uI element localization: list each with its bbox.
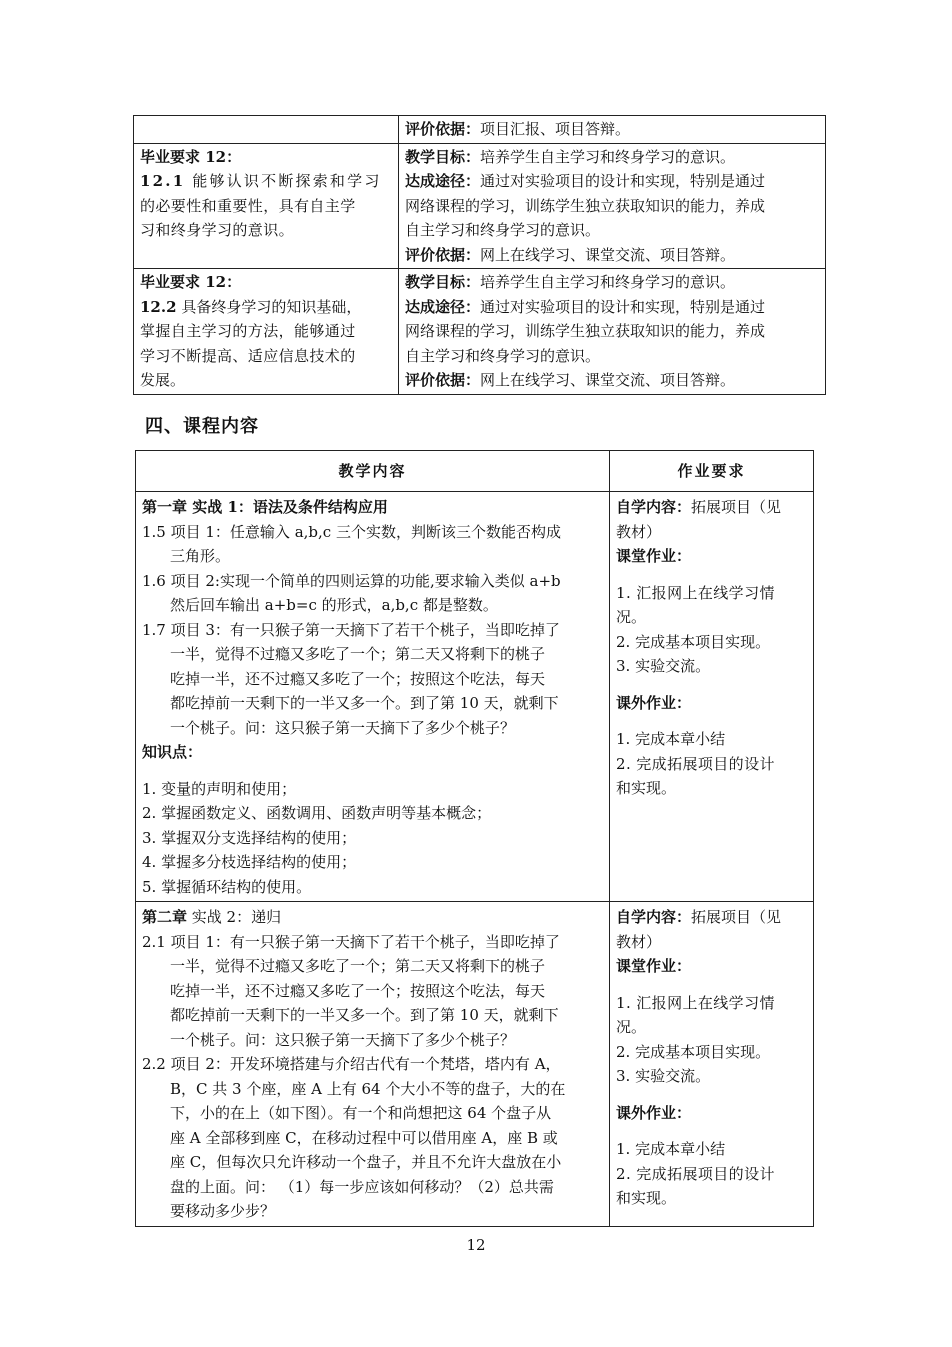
table-cell (134, 116, 399, 144)
eval-label: 评价依据： (405, 245, 481, 264)
goal-label: 教学目标： (405, 147, 481, 166)
chapter-title: 第二章 (142, 908, 188, 926)
class-hw-label: 课堂作业： (616, 957, 692, 975)
requirement-cell (134, 143, 399, 269)
self-study-text: 教材） (616, 932, 662, 951)
goal-label: 教学目标： (405, 273, 481, 291)
table-row (134, 143, 826, 269)
path-text: 网络课程的学习，训练学生独立获取知识的能力，养成 (405, 322, 766, 340)
class-hw-item: 2. 完成基本项目实现。 (616, 1042, 771, 1061)
path-text: 网络课程的学习，训练学生独立获取知识的能力，养成 (405, 196, 766, 215)
table-row (134, 116, 826, 144)
table-row (136, 902, 814, 1227)
column-header: 教学内容 (136, 451, 610, 492)
path-label: 达成途径： (405, 172, 481, 190)
goal-cell (399, 143, 826, 269)
project-item: 1.7 项目 3：有一只猴子第一天摘下了若干个桃子，当即吃掉了 (142, 620, 560, 639)
requirement-text: 具备终身学习的知识基础， (181, 297, 362, 316)
homework-cell (610, 902, 814, 1227)
self-study-text: 拓展项目（见 (691, 908, 782, 926)
requirement-text: 习和终身学习的意识。 (140, 221, 295, 239)
project-item-cont: 要移动多少步？ (170, 1202, 276, 1220)
out-hw-item: 1. 完成本章小结 (616, 730, 726, 748)
project-item-cont: 一个桃子。问：这只猴子第一天摘下了多少个桃子？ (170, 1030, 516, 1049)
requirement-cell (134, 269, 399, 395)
out-hw-item: 和实现。 (616, 779, 677, 797)
eval-text: 网上在线学习、课堂交流、项目答辩。 (480, 371, 736, 389)
project-item-cont: B，C 共 3 个座，座 A 上有 64 个大小不等的盘子，大的在 (170, 1079, 566, 1098)
self-study-text: 教材） (616, 522, 662, 541)
project-item-cont: 下，小的在上（如下图）。有一个和尚想把这 64 个盘子从 (170, 1104, 552, 1122)
eval-label: 评价依据： (405, 120, 481, 138)
page-number: 12 (466, 1236, 486, 1254)
section-title: 四、课程内容 (145, 416, 259, 437)
project-item-cont: 吃掉一半，还不过瘾又多吃了一个；按照这个吃法，每天 (170, 981, 546, 1000)
table-row (134, 269, 826, 395)
knowledge-item: 5. 掌握循环结构的使用。 (142, 877, 312, 896)
knowledge-item: 4. 掌握多分枝选择结构的使用； (142, 853, 357, 871)
path-label: 达成途径： (405, 297, 481, 316)
goal-text: 培养学生自主学习和终身学习的意识。 (480, 273, 736, 291)
out-hw-label: 课外作业： (616, 693, 692, 712)
project-item-cont: 三角形。 (170, 547, 231, 565)
table-header-row (136, 451, 814, 492)
out-hw-item: 和实现。 (616, 1189, 677, 1207)
class-hw-item: 况。 (616, 1018, 647, 1036)
knowledge-title: 知识点： (142, 743, 203, 761)
course-content-table (135, 450, 814, 1227)
out-hw-item: 2. 完成拓展项目的设计 (616, 754, 775, 773)
out-hw-label: 课外作业： (616, 1103, 692, 1122)
project-item-cont: 一半，觉得不过瘾又多吃了一个；第二天又将剩下的桃子 (170, 645, 546, 663)
knowledge-item: 2. 掌握函数定义、函数调用、函数声明等基本概念； (142, 804, 492, 822)
class-hw-item: 况。 (616, 608, 647, 626)
project-item: 2.1 项目 1：有一只猴子第一天摘下了若干个桃子，当即吃掉了 (142, 932, 560, 951)
chapter-content-cell (136, 492, 610, 902)
out-hw-item: 2. 完成拓展项目的设计 (616, 1164, 775, 1183)
project-item-cont: 都吃掉前一天剩下的一半又多一个。到了第 10 天，就剩下 (170, 1006, 559, 1024)
path-text: 自主学习和终身学习的意识。 (405, 346, 601, 365)
class-hw-item: 3. 实验交流。 (616, 657, 711, 675)
self-study-text: 拓展项目（见 (691, 498, 782, 516)
project-item-cont: 一个桃子。问：这只猴子第一天摘下了多少个桃子？ (170, 718, 516, 737)
project-item: 2.2 项目 2：开发环境搭建与介绍古代有一个梵塔，塔内有 A， (142, 1055, 561, 1073)
goal-text: 培养学生自主学习和终身学习的意识。 (480, 147, 736, 166)
project-item-cont: 一半，觉得不过瘾又多吃了一个；第二天又将剩下的桃子 (170, 957, 546, 975)
chapter-title: 第一章 实战 1：语法及条件结构应用 (142, 498, 388, 516)
requirement-text: 学习不断提高、适应信息技术的 (140, 346, 356, 365)
requirements-table (133, 115, 826, 395)
column-header: 作业要求 (610, 451, 814, 492)
class-hw-item: 3. 实验交流。 (616, 1067, 711, 1085)
knowledge-item: 1. 变量的声明和使用； (142, 779, 297, 798)
path-text: 通过对实验项目的设计和实现，特别是通过 (480, 172, 766, 190)
path-text: 自主学习和终身学习的意识。 (405, 221, 601, 239)
knowledge-item: 3. 掌握双分支选择结构的使用； (142, 828, 357, 847)
requirement-title: 毕业要求 12： (140, 273, 242, 291)
class-hw-label: 课堂作业： (616, 547, 692, 565)
requirement-text: 发展。 (140, 371, 186, 389)
table-row (136, 492, 814, 902)
chapter-subtitle: 实战 2：递归 (187, 908, 282, 926)
chapter-content-cell (136, 902, 610, 1227)
goal-cell (399, 269, 826, 395)
requirement-number: 12.2 (140, 297, 177, 316)
eval-label: 评价依据： (405, 371, 481, 389)
requirement-text: 的必要性和重要性，具有自主学 (140, 196, 356, 215)
project-item: 1.5 项目 1：任意输入 a,b,c 三个实数，判断该三个数能否构成 (142, 522, 561, 541)
self-study-label: 自学内容： (616, 498, 692, 516)
eval-text: 网上在线学习、课堂交流、项目答辩。 (480, 245, 736, 264)
class-hw-item: 1. 汇报网上在线学习情 (616, 583, 775, 602)
requirement-text: 掌握自主学习的方法，能够通过 (140, 322, 356, 340)
project-item-cont: 都吃掉前一天剩下的一半又多一个。到了第 10 天，就剩下 (170, 694, 559, 712)
class-hw-item: 1. 汇报网上在线学习情 (616, 993, 775, 1012)
requirement-title: 毕业要求 12： (140, 147, 242, 166)
path-text: 通过对实验项目的设计和实现，特别是通过 (480, 297, 766, 316)
project-item-cont: 盘的上面。问： （1）每一步应该如何移动？（2）总共需 (170, 1177, 554, 1196)
self-study-label: 自学内容： (616, 908, 692, 926)
project-item-cont: 座 C，但每次只允许移动一个盘子，并且不允许大盘放在小 (170, 1153, 562, 1171)
table-cell (399, 116, 826, 144)
requirement-text: 能够认识不断探索和学习 (192, 172, 382, 190)
homework-cell (610, 492, 814, 902)
project-item-cont: 吃掉一半，还不过瘾又多吃了一个；按照这个吃法，每天 (170, 669, 546, 688)
project-item: 1.6 项目 2:实现一个简单的四则运算的功能,要求输入类似 a+b (142, 571, 561, 590)
out-hw-item: 1. 完成本章小结 (616, 1140, 726, 1158)
class-hw-item: 2. 完成基本项目实现。 (616, 632, 771, 651)
requirement-number: 12.1 (140, 172, 186, 190)
eval-text: 项目汇报、项目答辩。 (480, 120, 631, 138)
project-item-cont: 然后回车输出 a+b=c 的形式，a,b,c 都是整数。 (170, 596, 498, 614)
project-item-cont: 座 A 全部移到座 C，在移动过程中可以借用座 A，座 B 或 (170, 1128, 558, 1147)
